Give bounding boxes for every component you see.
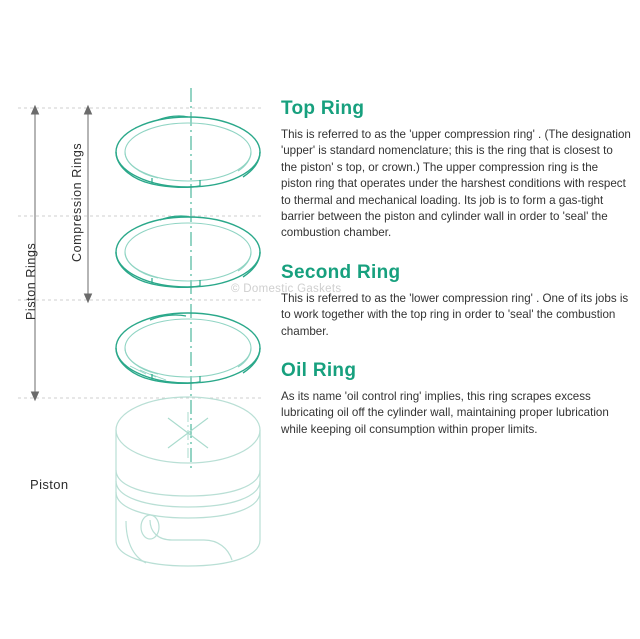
second-ring-outer-ellipse [116, 217, 260, 287]
section-top-ring [281, 98, 631, 242]
oil-ring-outer-ellipse [116, 313, 260, 383]
top-ring-inner-ellipse [125, 123, 251, 181]
oil-ring-title: Oil Ring [281, 360, 357, 382]
piston-groove-1 [116, 470, 260, 496]
arrowhead-up-inner [85, 106, 92, 114]
oil-ring-drawing [116, 313, 260, 383]
second-ring-lower-body [116, 252, 200, 287]
piston-drawing [116, 397, 260, 566]
arrowhead-up-outer [32, 106, 39, 114]
section-oil-ring [281, 360, 631, 438]
oil-ring-lower-body [116, 348, 200, 383]
top-ring-outer-ellipse [116, 117, 260, 187]
description-column [281, 98, 631, 457]
second-ring-title: Second Ring [281, 261, 401, 283]
watermark: © Domestic Gaskets [231, 283, 342, 295]
section-second-ring [281, 262, 631, 340]
piston-groove-2 [116, 481, 260, 507]
oil-ring-inner-ellipse [125, 319, 251, 377]
arrowhead-down-outer [32, 392, 39, 400]
second-ring-drawing [116, 216, 260, 287]
oil-ring-body: As its name 'oil control ring' implies, this ring scrapes excess lubricating oil off the cylinder wall, maintaining proper lubrication while keeping oil consumption within proper limits. [281, 390, 609, 436]
top-ring-title: Top Ring [281, 98, 365, 119]
arrowhead-down-inner [85, 294, 92, 302]
second-ring-body: This is referred to as the 'lower compression ring' . One of its jobs is to work together with the top ring in order to 'seal' the combustion chamber. [281, 291, 629, 338]
compression-rings-label: Compression Rings [70, 142, 84, 262]
piston-bottom-edge [116, 540, 260, 566]
piston-label: Piston [30, 477, 69, 492]
top-ring-body: This is referred to as the 'upper compression ring' . (The designation 'upper' is standard nomenclature; this is the ring that is closest to the piston' s top, or crown.) The upper compression ring is the piston ring that operates under the harshest conditions with respect to thermal and mechanical loading. Its job is to form a gas-tight barrier between the piston and cylinder wall in order to 'seal' the combustion chamber. [281, 128, 631, 240]
top-ring-drawing [116, 116, 260, 187]
top-ring-lower-body [116, 152, 200, 187]
piston-rings-label: Piston Rings [24, 242, 38, 320]
second-ring-inner-ellipse [125, 223, 251, 281]
piston-pin-hole [141, 515, 159, 539]
dimension-guides [18, 108, 262, 398]
piston-skirt-right [204, 540, 232, 560]
